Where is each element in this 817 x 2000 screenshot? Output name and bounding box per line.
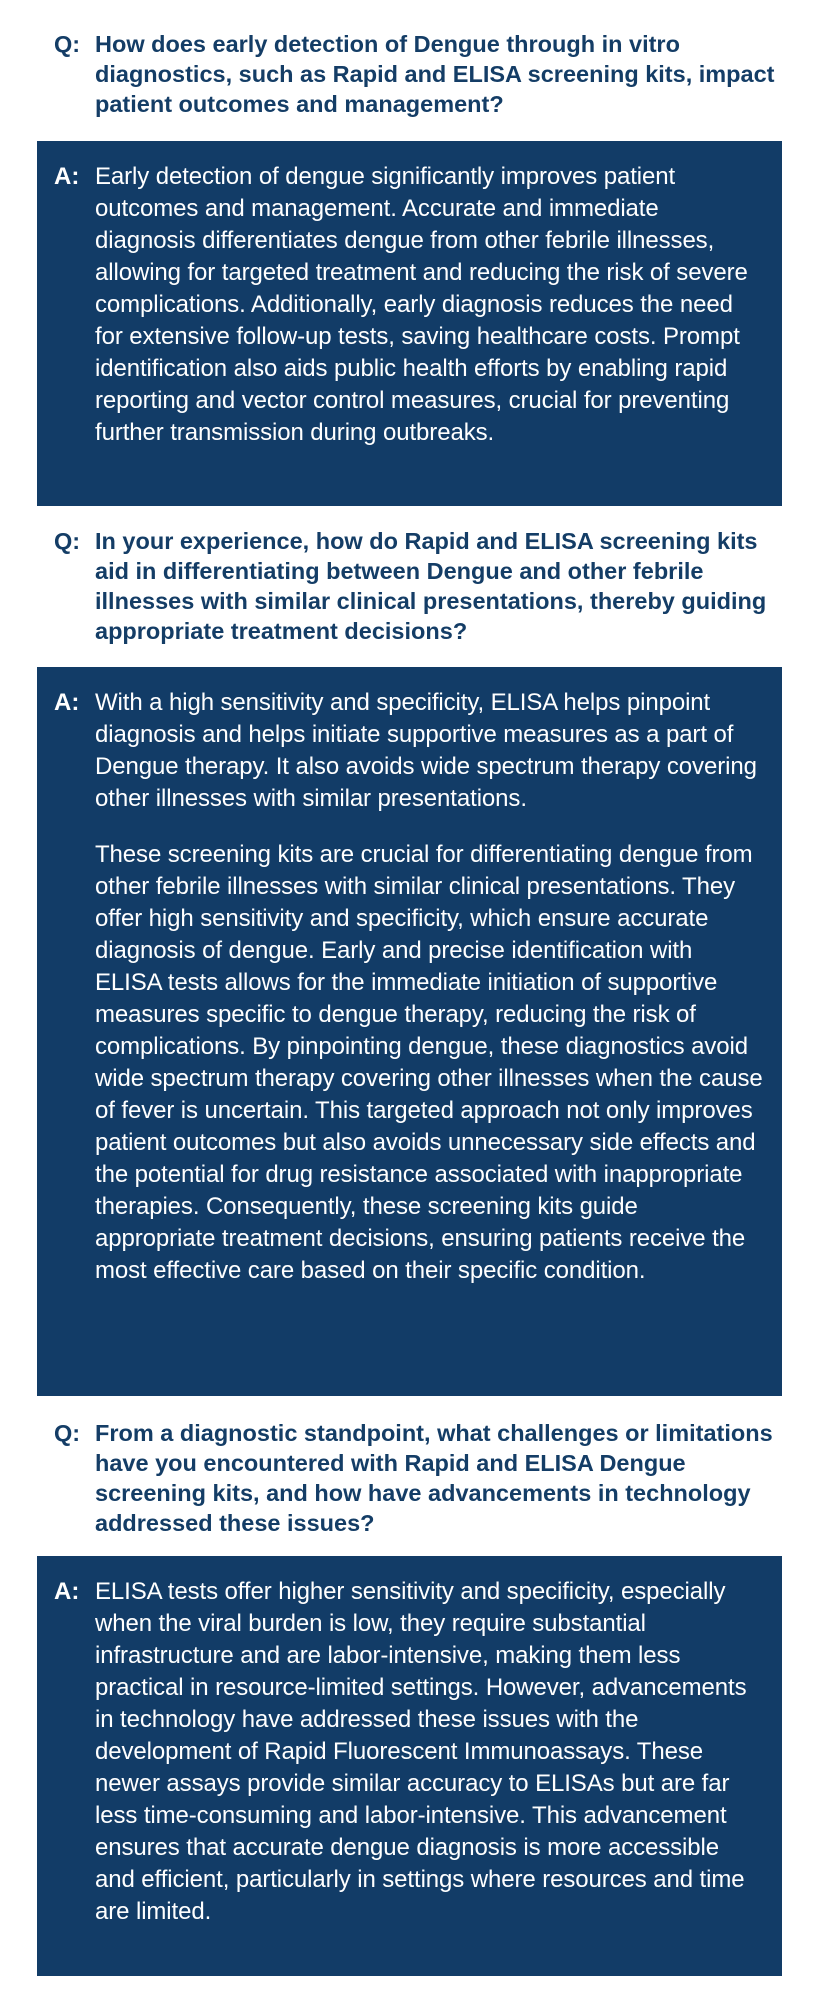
question-1 xyxy=(0,29,817,119)
question-1-text: How does early detection of Dengue through in vitro diagnostics, such as Rapid and ELISA screening kits, impact patient outcomes and management? xyxy=(95,31,775,117)
answer-1-paragraph-1: Early detection of dengue significantly improves patient outcomes and management. Accurate and immediate diagnosis differentiates dengue from other febrile illnesses, allowing for targeted treatment and reducing the risk of severe complications. Additionally, early diagnosis reduces the need for extensive follow-up tests, saving healthcare costs. Prompt identification also aids public health efforts by enabling rapid reporting and vector control measures, crucial for preventing further transmission during outbreaks. xyxy=(95,163,748,446)
answer-3-paragraph-1: ELISA tests offer higher sensitivity and specificity, especially when the viral burden is low, they require substantial infrastructure and are labor-intensive, making them less practical in resource-limited settings. However, advancements in technology have addressed these issues with the development of Rapid Fluorescent Immunoassays. These newer assays provide similar accuracy to ELISAs but are far less time-consuming and labor-intensive. This advancement ensures that accurate dengue diagnosis is more accessible and efficient, particularly in settings where resources and time are limited. xyxy=(95,1578,747,1925)
answer-2-paragraph-1: With a high sensitivity and specificity, ELISA helps pinpoint diagnosis and helps initiate supportive measures as a part of Dengue therapy. It also avoids wide spectrum therapy covering other illnesses with similar presentations. xyxy=(95,689,757,812)
question-3-text: From a diagnostic standpoint, what challenges or limitations have you encountered with Rapid and ELISA Dengue screening kits, and how have advancements in technology addressed these issues? xyxy=(95,1420,773,1536)
question-prefix: Q: xyxy=(54,528,81,554)
question-prefix: Q: xyxy=(54,31,81,57)
question-2 xyxy=(0,526,817,646)
question-prefix: Q: xyxy=(54,1420,81,1446)
question-2-text: In your experience, how do Rapid and ELISA screening kits aid in differentiating between Dengue and other febrile illnesses with similar clinical presentations, thereby guiding appropriate treatment decisions? xyxy=(95,528,767,644)
answer-2-paragraph-2: These screening kits are crucial for differentiating dengue from other febrile illnesses with similar clinical presentations. They offer high sensitivity and specificity, which ensure accurate diagnosis of dengue. Early and precise identification with ELISA tests allows for the immediate initiation of supportive measures specific to dengue therapy, reducing the risk of complications. By pinpointing dengue, these diagnostics avoid wide spectrum therapy covering other illnesses when the cause of fever is uncertain. This targeted approach not only improves patient outcomes but also avoids unnecessary side effects and the potential for drug resistance associated with inappropriate therapies. Consequently, these screening kits guide appropriate treatment decisions, ensuring patients receive the most effective care based on their specific condition. xyxy=(95,841,763,1284)
answer-prefix: A: xyxy=(54,689,80,716)
question-3 xyxy=(0,1418,817,1538)
answer-prefix: A: xyxy=(54,163,80,190)
answer-prefix: A: xyxy=(54,1578,80,1605)
answer-1-box xyxy=(37,141,782,506)
answer-3-box xyxy=(37,1556,782,1976)
answer-2-box xyxy=(37,667,782,1396)
